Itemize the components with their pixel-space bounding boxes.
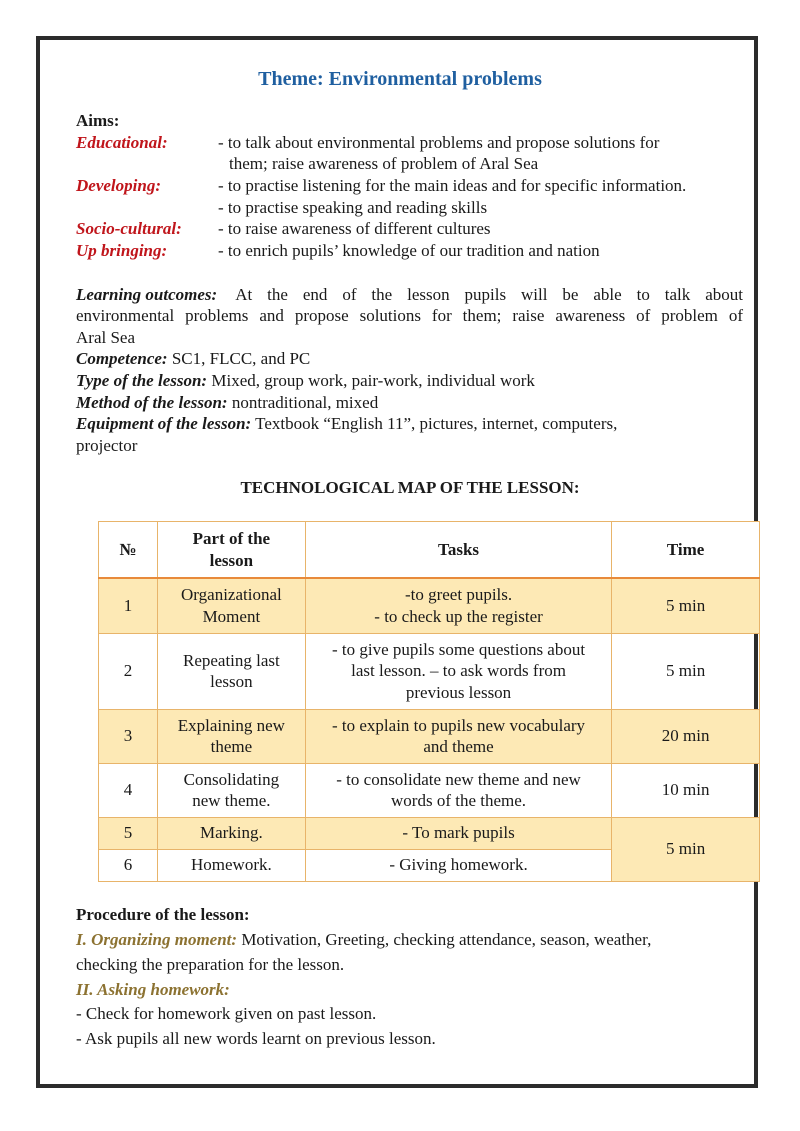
row-tasks: -to greet pupils. - to check up the register	[305, 578, 611, 633]
step-2-label: II. Asking homework:	[76, 980, 230, 999]
step-1-text: Motivation, Greeting, checking attendance, season, weather,	[241, 930, 652, 949]
step-2-line-1: - Check for homework given on past lesson.	[76, 1004, 377, 1023]
lesson-type-line	[76, 371, 535, 391]
equipment-label: Equipment of the lesson:	[76, 414, 252, 433]
row-tasks: - to consolidate new theme and new words of the theme.	[305, 763, 611, 817]
technological-map-table	[98, 521, 760, 882]
procedure-step-1	[76, 930, 651, 950]
aim-label-developing: Developing:	[76, 176, 161, 195]
table-row	[99, 578, 760, 633]
table-row	[99, 709, 760, 763]
step-1-label: I. Organizing moment:	[76, 930, 238, 949]
aims-heading: Aims:	[76, 111, 120, 130]
row-tasks: - To mark pupils	[305, 817, 611, 849]
row-num: 3	[99, 709, 158, 763]
row-part: Organizational Moment	[157, 578, 305, 633]
row-num: 4	[99, 763, 158, 817]
row-tasks: - to explain to pupils new vocabulary and theme	[305, 709, 611, 763]
row-time: 20 min	[612, 709, 760, 763]
header-num: №	[99, 522, 158, 579]
lesson-type-value: Mixed, group work, pair-work, individual work	[211, 371, 535, 390]
step-1-text-2: checking the preparation for the lesson.	[76, 955, 345, 974]
row-part: Consolidating new theme.	[157, 763, 305, 817]
equipment-value-2: projector	[76, 436, 138, 455]
row-tasks: - Giving homework.	[305, 849, 611, 881]
row-time: 5 min	[612, 633, 760, 709]
row-part: Marking.	[157, 817, 305, 849]
competence-value: SC1, FLCC, and PC	[171, 349, 311, 368]
header-time: Time	[612, 522, 760, 579]
row-num: 2	[99, 633, 158, 709]
header-part: Part of the lesson	[157, 522, 305, 579]
table-row	[99, 763, 760, 817]
aim-text-sociocultural: - to raise awareness of different cultures	[218, 219, 491, 238]
outcomes-text-3: Aral Sea	[76, 328, 136, 347]
table-row	[99, 633, 760, 709]
table-row	[99, 817, 760, 849]
step-2-line-2: - Ask pupils all new words learnt on previous lesson.	[76, 1029, 436, 1048]
procedure-heading: Procedure of the lesson:	[76, 905, 250, 924]
aim-text-educational-1: - to talk about environmental problems and propose solutions for	[218, 133, 660, 152]
method-label: Method of the lesson:	[76, 393, 228, 412]
aim-label-educational: Educational:	[76, 133, 168, 152]
row-time: 5 min	[612, 578, 760, 633]
competence-label: Competence:	[76, 349, 168, 368]
aim-label-upbringing: Up bringing:	[76, 241, 168, 260]
map-title: TECHNOLOGICAL MAP OF THE LESSON:	[240, 478, 580, 497]
aim-text-developing-2: - to practise speaking and reading skills	[218, 198, 488, 217]
row-part: Explaining new theme	[157, 709, 305, 763]
equipment-value: Textbook “English 11”, pictures, internet, computers,	[255, 414, 618, 433]
row-num: 1	[99, 578, 158, 633]
aim-label-sociocultural: Socio-cultural:	[76, 219, 182, 238]
equipment-line	[76, 414, 617, 434]
row-num: 5	[99, 817, 158, 849]
row-part: Repeating last lesson	[157, 633, 305, 709]
aim-text-upbringing: - to enrich pupils’ knowledge of our tradition and nation	[218, 241, 600, 260]
outcomes-text-2: environmental problems and propose solutions for them; raise awareness of problem of	[76, 306, 743, 325]
method-line	[76, 393, 378, 413]
outcomes-text-1: At the end of the lesson pupils will be able to talk about	[235, 285, 743, 304]
outcomes-label: Learning outcomes:	[76, 285, 218, 304]
table-header-row	[99, 522, 760, 579]
page-title: Theme: Environmental problems	[258, 68, 542, 90]
row-time: 10 min	[612, 763, 760, 817]
row-part: Homework.	[157, 849, 305, 881]
row-tasks: - to give pupils some questions about last lesson. – to ask words from previous lesson	[305, 633, 611, 709]
outcomes-line1	[76, 285, 743, 305]
row-num: 6	[99, 849, 158, 881]
method-value: nontraditional, mixed	[231, 393, 379, 412]
aim-text-educational-2: them; raise awareness of problem of Aral Sea	[229, 154, 539, 173]
aim-text-developing-1: - to practise listening for the main ideas and for specific information.	[218, 176, 687, 195]
lesson-type-label: Type of the lesson:	[76, 371, 208, 390]
header-tasks: Tasks	[305, 522, 611, 579]
competence-line	[76, 349, 310, 369]
row-time: 5 min	[612, 817, 760, 881]
